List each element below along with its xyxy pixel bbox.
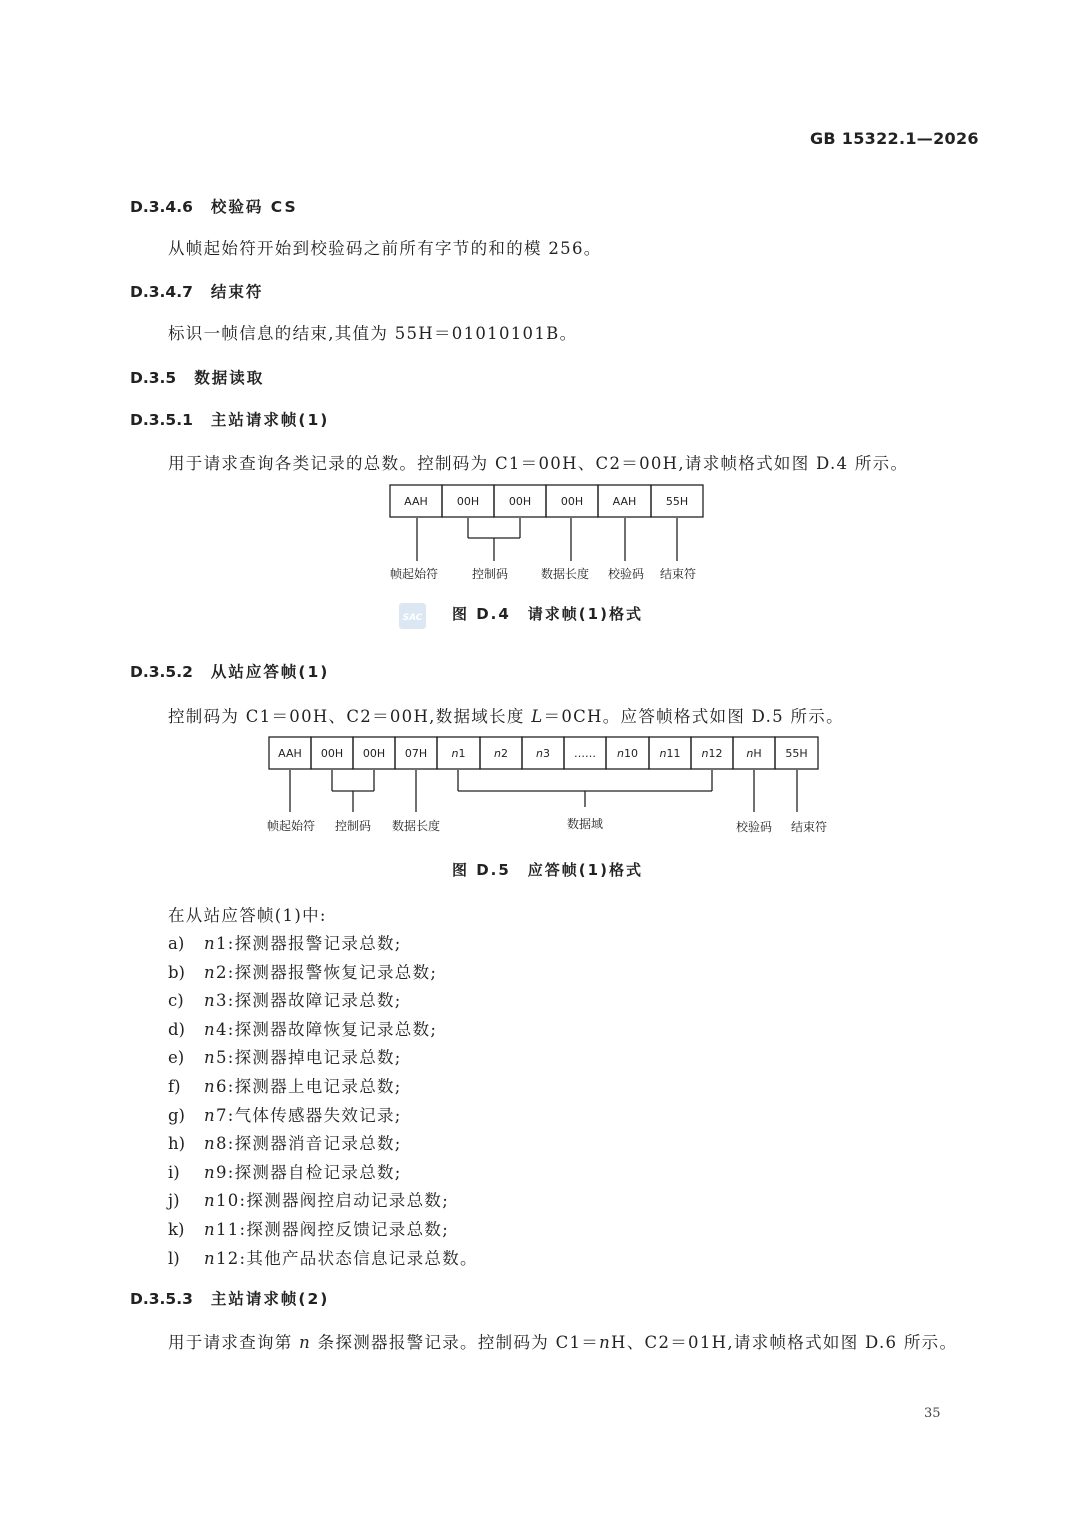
frame-cell-label: n3 (536, 747, 550, 760)
figure-d5-diagram (262, 734, 832, 838)
frame-cell-label: n12 (701, 747, 723, 760)
variable-index: 11 (215, 1220, 240, 1239)
list-item (168, 1102, 402, 1126)
frame-cell-label: 55H (785, 747, 808, 760)
section-number: D.3.5.1 (130, 411, 193, 429)
section-heading-d353 (130, 1287, 329, 1309)
list-item (168, 1245, 478, 1269)
label-data-length: 数据长度 (540, 567, 590, 581)
variable-index: 4 (215, 1019, 228, 1039)
section-number: D.3.5.3 (130, 1290, 193, 1308)
list-intro: 在从站应答帧(1)中: (168, 906, 327, 925)
list-item (168, 987, 402, 1011)
list-item (168, 1159, 402, 1183)
variable-n: n (204, 1162, 216, 1182)
figure-d4-connectors (417, 518, 677, 561)
list-marker: l) (168, 1248, 180, 1268)
list-item-text: :探测器阀控反馈记录总数; (239, 1220, 450, 1239)
list-marker: k) (168, 1220, 185, 1239)
list-item (168, 1044, 402, 1068)
list-marker: e) (168, 1048, 185, 1068)
variable-n: n (204, 1048, 216, 1068)
frame-cell-label: AAH (612, 495, 637, 508)
variable-index: 1 (215, 934, 228, 953)
variable-index: 10 (215, 1191, 240, 1211)
list-item (168, 1130, 402, 1154)
list-item (168, 1216, 449, 1240)
label-data-length: 数据长度 (391, 819, 441, 833)
list-item-text: :探测器自检记录总数; (227, 1162, 402, 1182)
variable-index: 8 (215, 1134, 228, 1154)
list-marker: h) (168, 1134, 186, 1154)
list-item (168, 1073, 402, 1097)
figure-d5-connectors (290, 770, 797, 812)
frame-cell-label: 07H (404, 747, 428, 760)
paragraph-d347: 标识一帧信息的结束,其值为 55H＝01010101B。 (168, 324, 578, 343)
section-heading-d35 (130, 366, 264, 388)
list-item (168, 1187, 449, 1211)
list-marker: g) (168, 1105, 185, 1125)
section-title: 数据读取 (194, 369, 265, 387)
list-marker: j) (168, 1191, 180, 1211)
variable-index: 5 (215, 1048, 228, 1068)
list-item-text: :探测器报警恢复记录总数; (227, 962, 438, 982)
variable-n: n (204, 1134, 216, 1154)
section-heading-d351 (130, 408, 329, 430)
paragraph-d353 (168, 1329, 957, 1353)
section-heading-d346 (130, 195, 298, 217)
variable-n: n (299, 1333, 312, 1352)
section-title: 主站请求帧(1) (210, 411, 330, 429)
label-end-mark: 结束符 (659, 567, 697, 581)
list-item (168, 930, 402, 954)
variable-n: n (599, 1333, 612, 1352)
frame-cell-label: nH (746, 747, 762, 760)
standard-number: GB 15322.1—2026 (810, 129, 979, 148)
variable-index: 9 (215, 1162, 228, 1182)
list-item-text: :气体传感器失效记录; (227, 1105, 402, 1125)
list-item-text: :探测器上电记录总数; (227, 1077, 402, 1096)
variable-index: 7 (215, 1105, 228, 1125)
list-marker: b) (168, 962, 185, 982)
section-title: 从站应答帧(1) (210, 663, 330, 681)
frame-cell-label: 00H (456, 495, 480, 508)
section-heading-d347 (130, 280, 263, 302)
text-fragment: 条探测器报警记录。控制码为 C1＝ (311, 1333, 600, 1352)
variable-n: n (204, 1019, 216, 1039)
label-frame-start: 帧起始符 (266, 819, 316, 833)
frame-cell-label: n1 (451, 747, 466, 760)
list-item-text: :探测器故障记录总数; (227, 991, 402, 1011)
text-fragment: 控制码为 C1＝00H、C2＝00H,数据域长度 (168, 707, 532, 726)
list-marker: d) (168, 1019, 185, 1039)
frame-cell-label: AAH (404, 495, 428, 508)
frame-cell-label: n10 (617, 747, 638, 760)
frame-cell-label: 00H (508, 495, 532, 508)
variable-n: n (204, 1105, 216, 1125)
text-fragment: H、C2＝01H,请求帧格式如图 D.6 所示。 (611, 1333, 958, 1352)
section-number: D.3.5.2 (130, 663, 193, 681)
label-check-code: 校验码 (607, 567, 645, 581)
frame-cell-label: n11 (659, 747, 681, 760)
figure-d4-caption: 图 D.4 请求帧(1)格式 (452, 605, 643, 623)
label-frame-start: 帧起始符 (389, 567, 439, 581)
variable-n: n (204, 934, 216, 953)
figure-d4-diagram (380, 482, 720, 586)
frame-cell-label: 55H (665, 495, 689, 508)
frame-cell-label: …… (574, 747, 596, 760)
list-item-text: :探测器报警记录总数; (227, 934, 402, 953)
variable-n: n (204, 991, 216, 1011)
list-marker: a) (168, 934, 185, 953)
figure-d5-caption: 图 D.5 应答帧(1)格式 (452, 861, 643, 879)
list-marker: i) (168, 1162, 180, 1182)
section-number: D.3.4.7 (130, 283, 193, 301)
variable-l: L (531, 707, 544, 726)
label-control-code: 控制码 (471, 567, 509, 581)
section-title: 结束符 (210, 283, 264, 301)
section-number: D.3.4.6 (130, 198, 193, 216)
list-marker: c) (168, 991, 184, 1011)
label-check-code: 校验码 (735, 820, 773, 834)
variable-n: n (204, 1077, 216, 1096)
variable-n: n (204, 962, 216, 982)
label-end-mark: 结束符 (790, 820, 828, 834)
frame-cell-label: n2 (494, 747, 508, 760)
variable-n: n (204, 1248, 216, 1268)
list-item-text: :其他产品状态信息记录总数。 (239, 1248, 478, 1268)
paragraph-d346: 从帧起始符开始到校验码之前所有字节的和的模 256。 (168, 239, 602, 258)
section-title: 校验码 CS (210, 198, 298, 216)
label-control-code: 控制码 (334, 819, 372, 833)
variable-index: 6 (215, 1077, 228, 1096)
variable-index: 12 (215, 1248, 240, 1268)
list-item-text: :探测器故障恢复记录总数; (227, 1019, 438, 1039)
paragraph-d351: 用于请求查询各类记录的总数。控制码为 C1＝00H、C2＝00H,请求帧格式如图 D.4 所示。 (168, 454, 909, 473)
text-fragment: 用于请求查询第 (168, 1333, 300, 1352)
list-item-text: :探测器消音记录总数; (227, 1134, 402, 1154)
sac-watermark-logo (399, 603, 426, 629)
frame-cell-label: 00H (320, 747, 344, 760)
frame-cell-label: 00H (362, 747, 386, 760)
section-heading-d352 (130, 660, 329, 682)
page-number: 35 (924, 1406, 941, 1421)
section-number: D.3.5 (130, 369, 177, 387)
variable-n: n (204, 1191, 216, 1211)
list-item (168, 959, 437, 983)
list-item-text: :探测器阀控启动记录总数; (239, 1191, 450, 1211)
list-item (168, 1016, 437, 1040)
label-data-field: 数据域 (566, 817, 604, 831)
variable-n: n (204, 1220, 216, 1239)
variable-index: 2 (215, 962, 228, 982)
section-title: 主站请求帧(2) (210, 1290, 330, 1308)
list-item-text: :探测器掉电记录总数; (227, 1048, 402, 1068)
frame-cell-label: AAH (278, 747, 302, 760)
svg-text:SAC: SAC (402, 613, 423, 623)
paragraph-d352 (168, 703, 844, 727)
frame-cell-label: 00H (560, 495, 584, 508)
variable-index: 3 (215, 991, 228, 1011)
text-fragment: ＝0CH。应答帧格式如图 D.5 所示。 (543, 707, 844, 726)
list-marker: f) (168, 1077, 181, 1096)
